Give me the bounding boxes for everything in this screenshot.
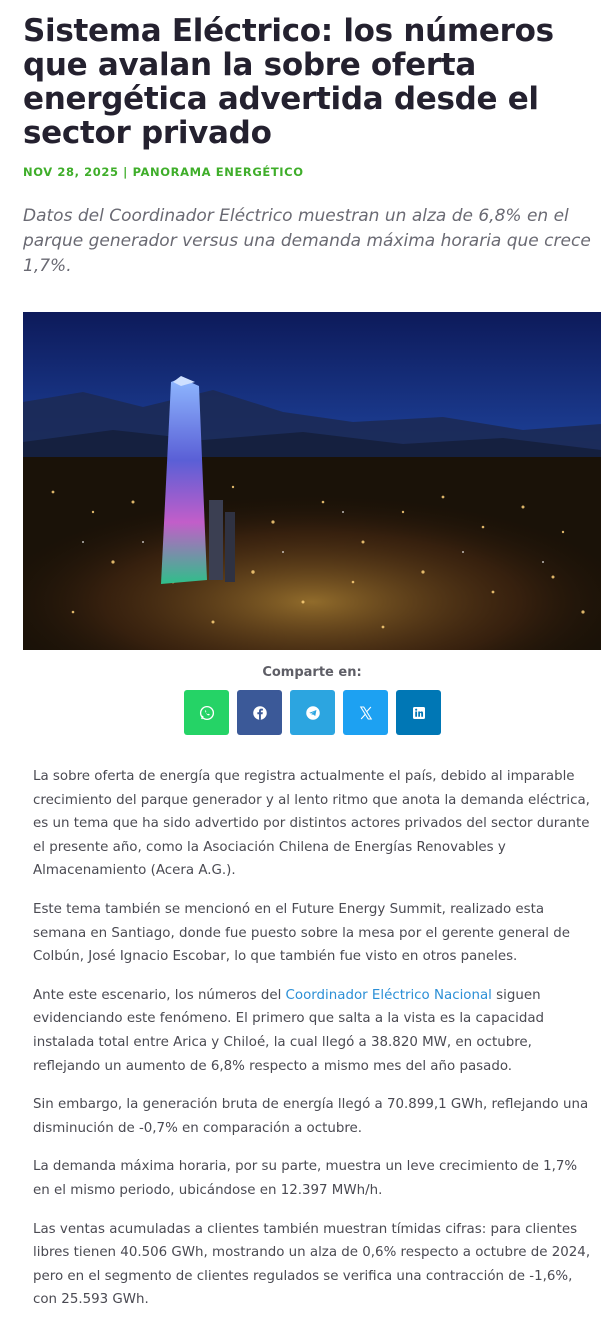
article-body: [33, 765, 593, 1319]
share-label: Comparte en:: [262, 665, 362, 680]
share-buttons: [184, 690, 441, 735]
facebook-icon: [251, 704, 269, 722]
hero-image: [23, 312, 601, 650]
coordinador-electrico-link[interactable]: Coordinador Eléctrico Nacional: [285, 987, 492, 1003]
share-linkedin-button[interactable]: [396, 690, 441, 735]
telegram-icon: [304, 704, 322, 722]
whatsapp-icon: [198, 704, 216, 722]
paragraph: La sobre oferta de energía que registra actualmente el país, debido al imparable crecimiento del parque generador y al lento ritmo que anota la demanda eléctrica, es un tema que ha sido advertido por distintos actores privados del sector durante el presente año, como la Asociación Chilena de Energías Renovables y Almacenamiento (Acera A.G.).: [33, 769, 590, 879]
paragraph: Las ventas acumuladas a clientes también muestran tímidas cifras: para clientes libres tienen 40.506 GWh, mostrando un alza de 0,6% respecto a octubre de 2024, pero en el segmento de clientes regulados se verifica una contracción de -1,6%, con 25.593 GWh.: [33, 1221, 591, 1308]
paragraph-text: siguen evidenciando este fenómeno. El primero que salta a la vista es la capacidad instalada total entre Arica y Chiloé, la cual llegó a 38.820 MW, en octubre, reflejando un aumento de 6,8% respecto a mismo mes del año pasado.: [33, 987, 545, 1074]
paragraph-text: Ante este escenario, los números del: [33, 987, 286, 1003]
paragraph: Este tema también se mencionó en el Future Energy Summit, realizado esta semana en Santiago, donde fue puesto sobre la mesa por el gerente general de Colbún, José Ignacio Escobar, lo que también fue visto en otros paneles.: [33, 901, 570, 965]
x-icon: [357, 704, 375, 722]
share-telegram-button[interactable]: [290, 690, 335, 735]
share-x-button[interactable]: [343, 690, 388, 735]
night-city-skyline-illustration: [23, 312, 601, 650]
article-lede: Datos del Coordinador Eléctrico muestran un alza de 6,8% en el parque generador versus una demanda máxima horaria que crece 1,7%.: [23, 206, 591, 276]
paragraph: Sin embargo, la generación bruta de energía llegó a 70.899,1 GWh, reflejando una disminución de -0,7% en comparación a octubre.: [33, 1097, 589, 1136]
paragraph: La demanda máxima horaria, por su parte, muestra un leve crecimiento de 1,7% en el mismo periodo, ubicándose en 12.397 MWh/h.: [33, 1159, 578, 1198]
paragraph: [33, 984, 593, 1078]
share-whatsapp-button[interactable]: [184, 690, 229, 735]
share-facebook-button[interactable]: [237, 690, 282, 735]
article-title: Sistema Eléctrico: los números que avalan la sobre oferta energética advertida desde el sector privado: [23, 13, 554, 151]
linkedin-icon: [410, 704, 428, 722]
article-meta[interactable]: NOV 28, 2025 | PANORAMA ENERGÉTICO: [23, 165, 304, 179]
